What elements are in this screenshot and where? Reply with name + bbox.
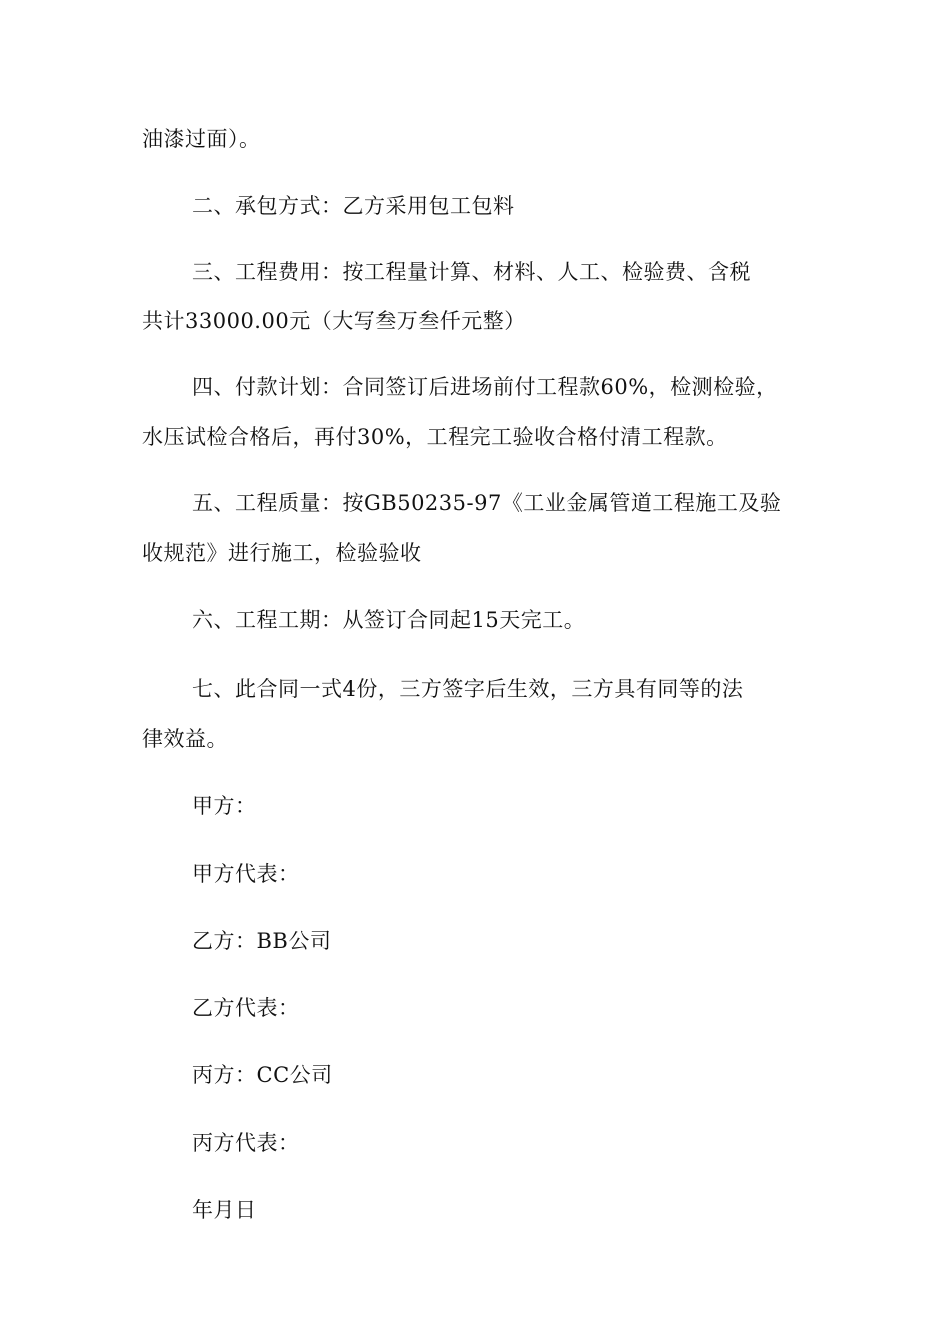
party-b-label: 乙方：BB公司 <box>192 929 332 953</box>
clause-3-cost-line-2: 共计33000.00元（大写叁万叁仟元整） <box>142 309 526 333</box>
clause-6-schedule: 六、工程工期：从签订合同起15天完工。 <box>192 608 586 632</box>
party-c-label: 丙方：CC公司 <box>192 1063 333 1087</box>
clause-4-payment-line-2: 水压试检合格后，再付30%，工程完工验收合格付清工程款。 <box>142 425 728 449</box>
clause-3-cost-line-1: 三、工程费用：按工程量计算、材料、人工、检验费、含税 <box>192 260 751 284</box>
clause-5-quality-line-2: 收规范》进行施工，检验验收 <box>142 541 422 565</box>
clause-7-copies-line-1: 七、此合同一式4份，三方签字后生效，三方具有同等的法 <box>192 677 744 701</box>
clause-1-continuation: 油漆过面）。 <box>142 127 261 151</box>
date-line: 年月日 <box>192 1198 257 1222</box>
clause-5-quality-line-1: 五、工程质量：按GB50235-97《工业金属管道工程施工及验 <box>192 491 782 515</box>
clause-2-contract-method: 二、承包方式：乙方采用包工包料 <box>192 194 515 218</box>
clause-4-payment-line-1: 四、付款计划：合同签订后进场前付工程款60%，检测检验， <box>192 375 778 399</box>
party-a-representative-label: 甲方代表： <box>192 862 300 886</box>
party-b-representative-label: 乙方代表： <box>192 996 300 1020</box>
party-c-representative-label: 丙方代表： <box>192 1131 300 1155</box>
clause-7-copies-line-2: 律效益。 <box>142 727 228 751</box>
party-a-label: 甲方： <box>192 794 257 818</box>
